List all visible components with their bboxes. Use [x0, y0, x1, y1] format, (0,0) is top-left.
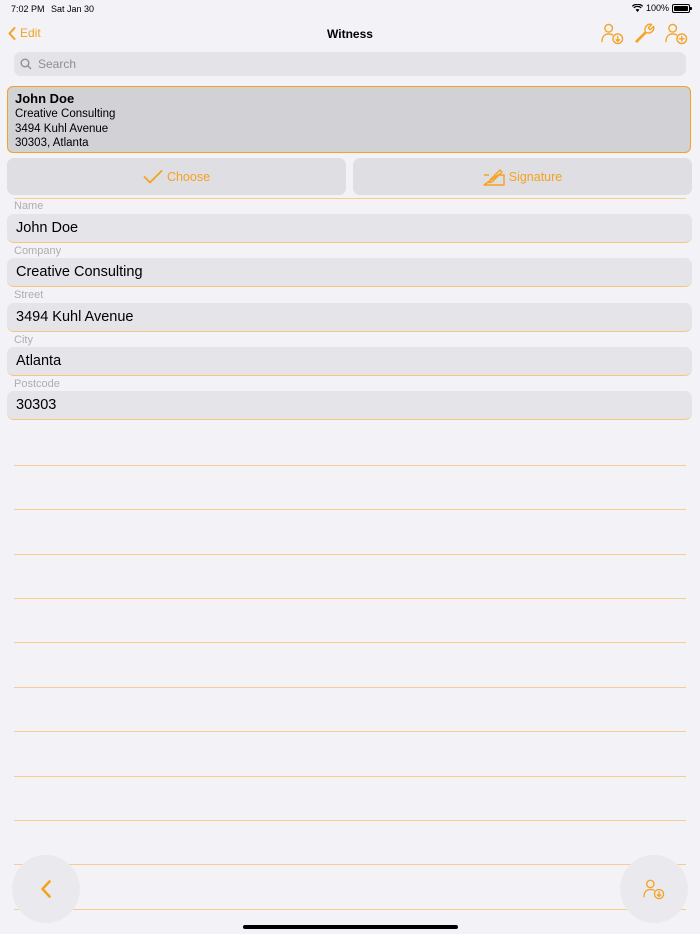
- status-right: [632, 3, 690, 13]
- divider: [14, 731, 686, 732]
- status-time: 7:02 PM: [11, 4, 45, 14]
- name-field[interactable]: [7, 214, 692, 243]
- city-label: City: [14, 334, 33, 346]
- street-input[interactable]: [14, 308, 678, 326]
- divider: [14, 465, 686, 466]
- divider: [14, 198, 686, 199]
- back-button[interactable]: [12, 855, 80, 923]
- divider: [14, 776, 686, 777]
- edit-label: Edit: [20, 26, 41, 40]
- search-input[interactable]: [36, 56, 640, 72]
- nav-actions: [601, 22, 688, 45]
- city-field[interactable]: [7, 347, 692, 376]
- street-label: Street: [14, 289, 44, 301]
- signature-label: Signature: [508, 169, 563, 184]
- search-bar[interactable]: [14, 52, 686, 76]
- divider: [14, 598, 686, 599]
- postcode-input[interactable]: [14, 396, 678, 414]
- import-contact-button[interactable]: [620, 855, 688, 923]
- name-label: Name: [14, 200, 44, 212]
- signature-icon: [483, 168, 505, 186]
- divider: [14, 864, 686, 865]
- postcode-field[interactable]: [7, 391, 692, 420]
- city-input[interactable]: [14, 352, 678, 370]
- add-contact-icon[interactable]: [665, 22, 688, 45]
- divider: [14, 909, 686, 910]
- battery-icon: [672, 4, 690, 13]
- name-input[interactable]: [14, 219, 678, 237]
- contact-street: 3494 Kuhl Avenue: [15, 122, 109, 135]
- company-field[interactable]: [7, 258, 692, 287]
- import-contact-icon[interactable]: [601, 22, 624, 45]
- company-label: Company: [14, 245, 62, 257]
- signature-button[interactable]: [353, 158, 692, 195]
- contact-company: Creative Consulting: [15, 108, 116, 120]
- import-contact-icon: [643, 878, 665, 900]
- battery-percent: 100%: [645, 3, 669, 13]
- contact-city: 30303, Atlanta: [15, 137, 89, 149]
- chevron-left-icon: [40, 880, 52, 898]
- status-date: Sat Jan 30: [51, 4, 95, 14]
- wifi-icon: [632, 4, 643, 12]
- status-bar: [0, 0, 700, 18]
- contact-name: John Doe: [15, 91, 75, 106]
- postcode-label: Postcode: [14, 378, 60, 390]
- divider: [14, 554, 686, 555]
- home-indicator: [243, 925, 458, 929]
- company-input[interactable]: [14, 263, 678, 281]
- divider: [14, 509, 686, 510]
- search-icon: [20, 58, 32, 70]
- divider: [14, 820, 686, 821]
- divider: [14, 687, 686, 688]
- choose-button[interactable]: [7, 158, 346, 195]
- wrench-icon[interactable]: [633, 22, 656, 45]
- selected-contact-card[interactable]: [7, 86, 691, 153]
- page-title: Witness: [327, 27, 373, 41]
- divider: [14, 642, 686, 643]
- checkmark-icon: [143, 169, 163, 185]
- navigation-bar: [0, 20, 700, 48]
- choose-label: Choose: [166, 169, 211, 184]
- street-field[interactable]: [7, 303, 692, 332]
